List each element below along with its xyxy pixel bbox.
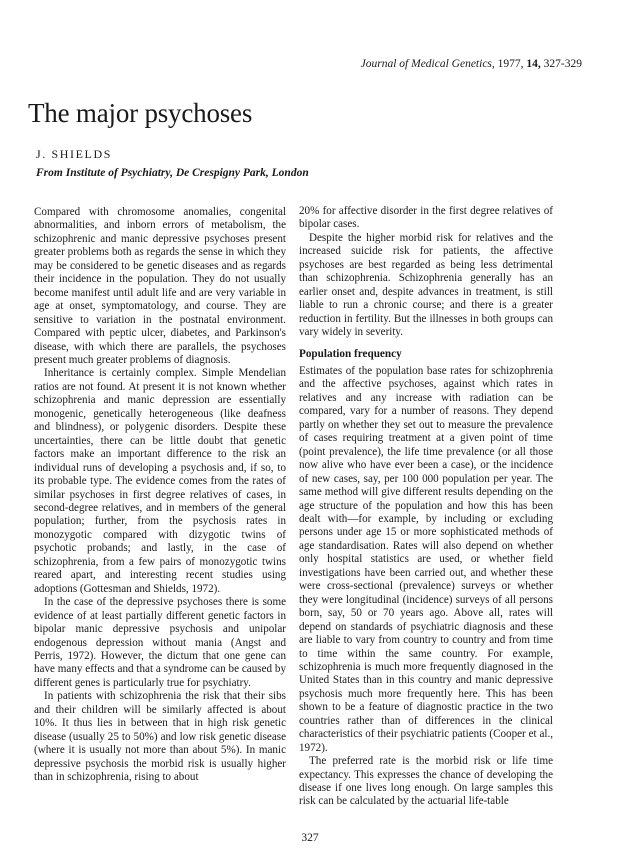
body-paragraph: In the case of the depressive psychoses there is some evidence of at least partially different genetic factors in bipolar manic depressive psychosis and unipolar endogenous depression without mania (Angst and Perris, 1972). However, the dictum that one gene can have many effects and that a syndrome can be caused by different genes is particularly true for psychiatry. (34, 596, 286, 689)
journal-volume: 14, (526, 58, 541, 70)
section-heading: Population frequency (299, 347, 402, 360)
body-paragraph: Inheritance is certainly complex. Simple Mendelian ratios are not found. At present it is not known whether schizophrenia and manic depression are essentially monogenic, genetically heterogeneous (like deafness and blindness), or polygenic disorders. Despite these uncertainties, there can be little doubt that genetic factors make an important difference to the risk an individual runs of developing a psychosis and, if so, to its probable type. The evidence comes from the rates of similar psychoses in first degree relatives of cases, in second-degree relatives, and in members of the general population; further, from the psychosis rates in monozygotic compared with dizygotic twins of psychotic probands; and lastly, in the case of schizophrenia, from a few pairs of monozygotic twins reared apart, and interesting recent studies using adoptions (Gottesman and Shields, 1972). (34, 367, 286, 595)
body-paragraph: Despite the higher morbid risk for relatives and the increased suicide risk for patients, the affective psychoses are best regarded as being less detrimental than schizophrenia. Schizophrenia generally has an earlier onset and, despite advances in treatment, is still liable to run a chronic course; and there is a greater reduction in fertility. But the illnesses in both groups can vary widely in severity. (299, 231, 553, 339)
body-paragraph: Estimates of the population base rates for schizophrenia and the affective psychoses, against which rates in relatives and any increase with radiation can be compared, vary for a number of reasons. They depend partly on whether they set out to measure the prevalence of cases requiring treatment at a given point of time (point prevalence), the life time prevalence (or all those now alive who have ever been a case), or the incidence of new cases, say, per 100 000 population per year. The same method will give different results depending on the age structure of the population and how this has been dealt with—for example, by including or excluding persons under age 15 or more sophisticated methods of age standardisation. Rates will also depend on whether only hospital statistics are used, or whether field investigations have been carried out, and whether these were cross-sectional (prevalence) surveys or whether they were longitudinal (incidence) surveys of all persons born, say, 50 or 70 years ago. Above all, rates will depend on standards of psychiatric diagnosis and these are liable to vary from country to country and from time to time within the same country. For example, schizophrenia is much more frequently diagnosed in the United States than in this country and manic depressive psychosis much more frequently here. This has been shown to be a feature of diagnostic practice in the two countries rather than of differences in the clinical characteristics of their psychiatric patients (Cooper et al., 1972). (299, 364, 553, 754)
right-column (299, 205, 553, 809)
body-paragraph: In patients with schizophrenia the risk that their sibs and their children will be similarly affected is about 10%. It thus lies in between that in high risk genetic disease (usually 25 to 50%) and low risk genetic disease (where it is usually not more than about 5%). In manic depressive psychosis the morbid risk is usually higher than in schizophrenia, rising to about (34, 690, 286, 784)
journal-pages: 327-329 (543, 58, 582, 70)
body-paragraph: The preferred rate is the morbid risk or life time expectancy. This expresses the chance of developing the disease if one lives long enough. On large samples this risk can be calculated by the actuarial life-table (299, 755, 553, 808)
journal-name: Journal of Medical Genetics, (360, 58, 495, 70)
article-author: J. SHIELDS (36, 147, 113, 161)
author-affiliation: From Institute of Psychiatry, De Crespigny Park, London (36, 167, 309, 179)
article-title: The major psychoses (28, 98, 253, 128)
journal-citation (361, 58, 582, 70)
page-number: 327 (301, 832, 319, 844)
left-column (34, 206, 286, 784)
body-paragraph: Compared with chromosome anomalies, congenital abnormalities, and inborn errors of metabolism, the schizophrenic and manic depressive psychoses present greater problems both as regards the sense in which they may be considered to be genetic diseases and as regards their incidence in the population. They do not usually become manifest until adult life and are very variable in age at onset, symptomatology, and course. They are sensitive to variation in the postnatal environment. Compared with peptic ulcer, diabetes, and Parkinson's disease, with which there are parallels, the psychoses present much greater problems of diagnosis. (34, 206, 286, 366)
body-paragraph: 20% for affective disorder in the first degree relatives of bipolar cases. (299, 205, 553, 231)
journal-year: 1977, (497, 58, 524, 70)
